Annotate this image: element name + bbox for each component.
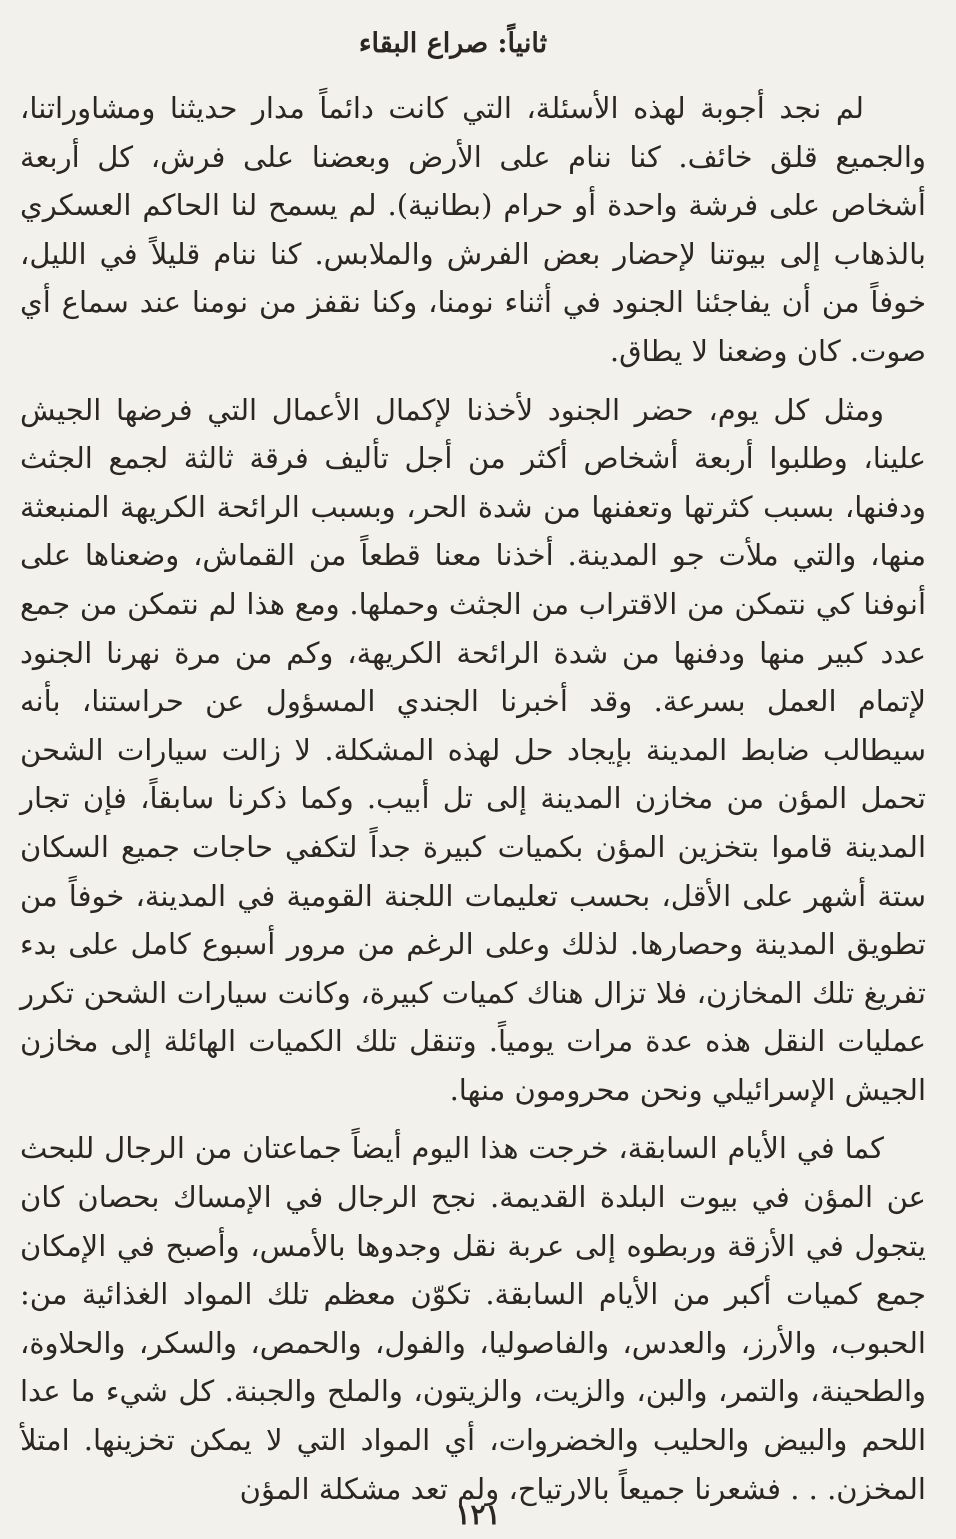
paragraph-3: كما في الأيام السابقة، خرجت هذا اليوم أيضاً جماعتان من الرجال للبحث عن المؤن في بيوت البلدة القديمة. نجح الرجال في الإمساك بحصان كان يتجول في الأزقة وربطوه إلى عربة نقل وجدوها بالأمس، وأصبح في الإمكان جمع كميات أكبر من الأيام السابقة. تكوّن معظم تلك المواد الغذائية من: الحبوب، والأرز، والعدس، والفاصوليا، والفول، والحمص، والسكر، والحلاوة، والطحينة، والتمر، والبن، والزيت، والزيتون، والملح والجبنة. كل شيء ما عدا اللحم والبيض والحليب والخضروات، أي المواد التي لا يمكن تخزينها. امتلأ المخزن. . . فشعرنا جميعاً بالارتياح، ولم تعد مشكلة المؤن — [20, 1131, 926, 1506]
paragraph-2: ومثل كل يوم، حضر الجنود لأخذنا لإكمال الأعمال التي فرضها الجيش علينا، وطلبوا أربعة أشخاص أكثر من أجل تأليف فرقة ثالثة لجمع الجثث ودفنها، بسبب كثرتها وتعفنها من شدة الحر، وبسبب الرائحة الكريهة المنبعثة منها، والتي ملأت جو المدينة. أخذنا معنا قطعاً من القماش، وضعناها على أنوفنا كي نتمكن من الاقتراب من الجثث وحملها. ومع هذا لم نتمكن من جمع عدد كبير منها ودفنها من شدة الرائحة الكريهة، وكم من مرة نهرنا الجنود لإتمام العمل بسرعة. وقد أخبرنا الجندي المسؤول عن حراستنا، بأنه سيطالب ضابط المدينة بإيجاد حل لهذه المشكلة. لا زالت سيارات الشحن تحمل المؤن من مخازن المدينة إلى تل أبيب. وكما ذكرنا سابقاً، فإن تجار المدينة قاموا بتخزين المؤن بكميات كبيرة جداً لتكفي حاجات جميع السكان ستة أشهر على الأقل، بحسب تعليمات اللجنة القومية في المدينة، خوفاً من تطويق المدينة وحصارها. لذلك وعلى الرغم من مرور أسبوع كامل على بدء تفريغ تلك المخازن، فلا تزال هناك كميات كبيرة، وكانت سيارات الشحن تكرر عمليات النقل هذه عدة مرات يومياً. وتنقل تلك الكميات الهائلة إلى مخازن الجيش الإسرائيلي ونحن محرومون منها. — [20, 392, 926, 1107]
page-number: ١٢١ — [455, 1498, 501, 1531]
paragraph-1: لم نجد أجوبة لهذه الأسئلة، التي كانت دائماً مدار حديثنا ومشاوراتنا، والجميع قلق خائف. كنا ننام على الأرض وبعضنا على فرش، كل أربعة أشخاص على فرشة واحدة أو حرام (بطانية). لم يسمح لنا الحاكم العسكري بالذهاب إلى بيوتنا لإحضار بعض الفرش والملابس. كنا ننام قليلاً في الليل، خوفاً من أن يفاجئنا الجنود في أثناء نومنا، وكنا نقفز من نومنا عند سماع أي صوت. كان وضعنا لا يطاق. — [20, 91, 926, 368]
section-heading: ثانياً: صراع البقاء — [358, 28, 548, 59]
